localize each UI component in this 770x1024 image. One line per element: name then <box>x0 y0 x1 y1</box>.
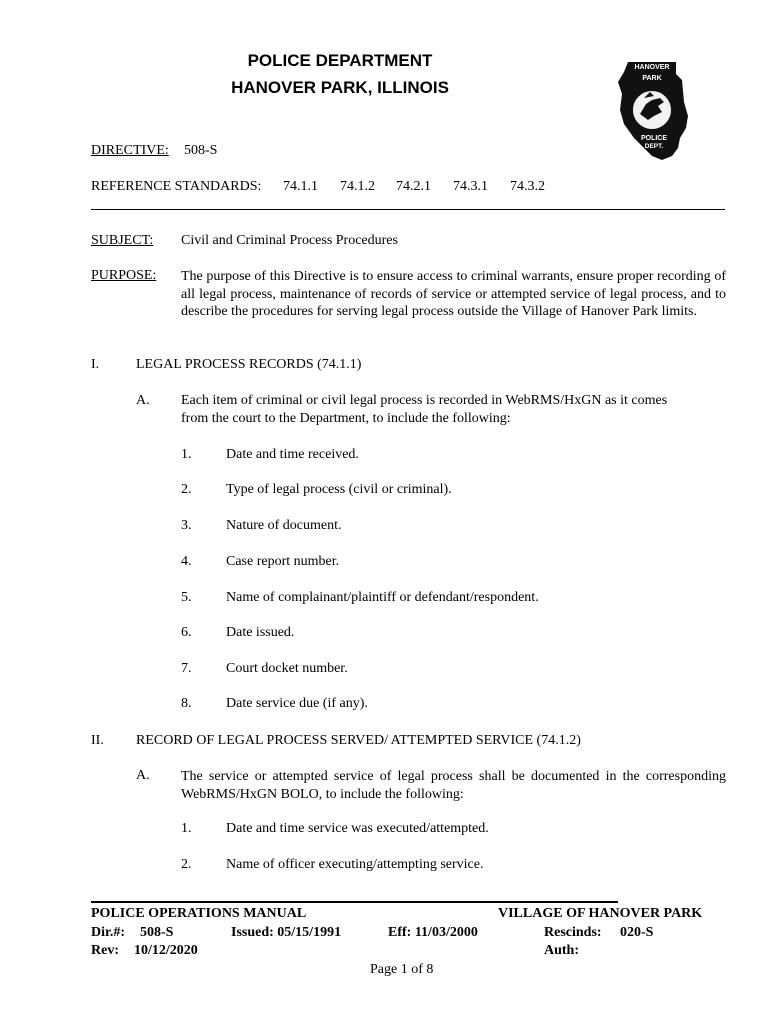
section-heading: LEGAL PROCESS RECORDS (74.1.1) <box>136 357 362 372</box>
reference-standard: 74.3.2 <box>510 179 545 194</box>
subsection-letter: A. <box>136 393 150 408</box>
reference-standard: 74.1.2 <box>340 179 375 194</box>
list-item-number: 6. <box>181 625 192 640</box>
footer-rescinds-label: Rescinds: <box>544 925 602 940</box>
footer-rev-label: Rev: <box>91 943 119 958</box>
list-item-number: 5. <box>181 590 192 605</box>
reference-standard: 74.2.1 <box>396 179 431 194</box>
list-item-text: Nature of document. <box>226 518 342 533</box>
list-item-number: 2. <box>181 482 192 497</box>
subject-value: Civil and Criminal Process Procedures <box>181 233 398 248</box>
department-location: HANOVER PARK, ILLINOIS <box>231 78 449 97</box>
subsection-letter: A. <box>136 768 150 783</box>
seal-text-top1: HANOVER <box>634 64 670 71</box>
list-item-text: Case report number. <box>226 554 340 569</box>
department-title: POLICE DEPARTMENT <box>247 51 433 70</box>
purpose-label: PURPOSE: <box>91 268 157 283</box>
page-number: Page 1 of 8 <box>370 962 434 977</box>
list-item-number: 4. <box>181 554 192 569</box>
list-item-text: Date issued. <box>226 625 295 640</box>
list-item-text: Court docket number. <box>226 661 348 676</box>
reference-standards-label: REFERENCE STANDARDS: <box>91 179 262 194</box>
police-seal-logo <box>614 58 690 162</box>
footer-village: VILLAGE OF HANOVER PARK <box>498 906 703 921</box>
footer-issued: Issued: 05/15/1991 <box>231 925 342 940</box>
footer-rescinds-value: 020-S <box>620 925 654 940</box>
list-item-number: 2. <box>181 857 192 872</box>
list-item-number: 1. <box>181 821 192 836</box>
list-item-text: Name of complainant/plaintiff or defendant/respondent. <box>226 590 539 605</box>
subsection-text: The service or attempted service of legal process shall be documented in the corresponding WebRMS/HxGN BOLO, to include the following: <box>181 769 726 802</box>
reference-standard: 74.1.1 <box>283 179 318 194</box>
list-item-number: 1. <box>181 447 192 462</box>
section-heading: RECORD OF LEGAL PROCESS SERVED/ ATTEMPTED SERVICE (74.1.2) <box>136 733 581 748</box>
list-item-text: Name of officer executing/attempting service. <box>226 857 484 872</box>
list-item-number: 7. <box>181 661 192 676</box>
footer-dir-label: Dir.#: <box>91 925 126 940</box>
section-numeral: I. <box>91 357 100 372</box>
list-item-text: Date service due (if any). <box>226 696 368 711</box>
footer-effective: Eff: 11/03/2000 <box>388 925 478 940</box>
subject-label: SUBJECT: <box>91 233 154 248</box>
list-item-number: 8. <box>181 696 192 711</box>
footer-manual-title: POLICE OPERATIONS MANUAL <box>91 906 307 921</box>
list-item-text: Date and time received. <box>226 447 359 462</box>
reference-standard: 74.3.1 <box>453 179 488 194</box>
section-numeral: II. <box>91 733 104 748</box>
subsection-text-line: Each item of criminal or civil legal process is recorded in WebRMS/HxGN as it comes <box>181 393 668 408</box>
seal-text-bottom1: POLICE <box>640 135 668 142</box>
purpose-text: The purpose of this Directive is to ensure access to criminal warrants, ensure proper recording of all legal process, maintenance of records of service or attempted service of legal process, and to describe the procedures for serving legal process outside the Village of Hanover Park limits. <box>181 269 726 319</box>
directive-label: DIRECTIVE: <box>91 143 169 158</box>
list-item-number: 3. <box>181 518 192 533</box>
header-divider <box>91 209 725 210</box>
directive-value: 508-S <box>184 143 218 158</box>
footer-divider <box>91 901 618 903</box>
list-item-text: Date and time service was executed/attempted. <box>226 821 489 836</box>
list-item-text: Type of legal process (civil or criminal). <box>226 482 452 497</box>
footer-auth-label: Auth: <box>544 943 580 958</box>
footer-rev-value: 10/12/2020 <box>134 943 198 958</box>
seal-text-bottom2: DEPT. <box>644 143 664 150</box>
subsection-text-line: from the court to the Department, to include the following: <box>181 411 511 426</box>
seal-text-top2: PARK <box>642 75 662 82</box>
footer-dir-value: 508-S <box>140 925 174 940</box>
